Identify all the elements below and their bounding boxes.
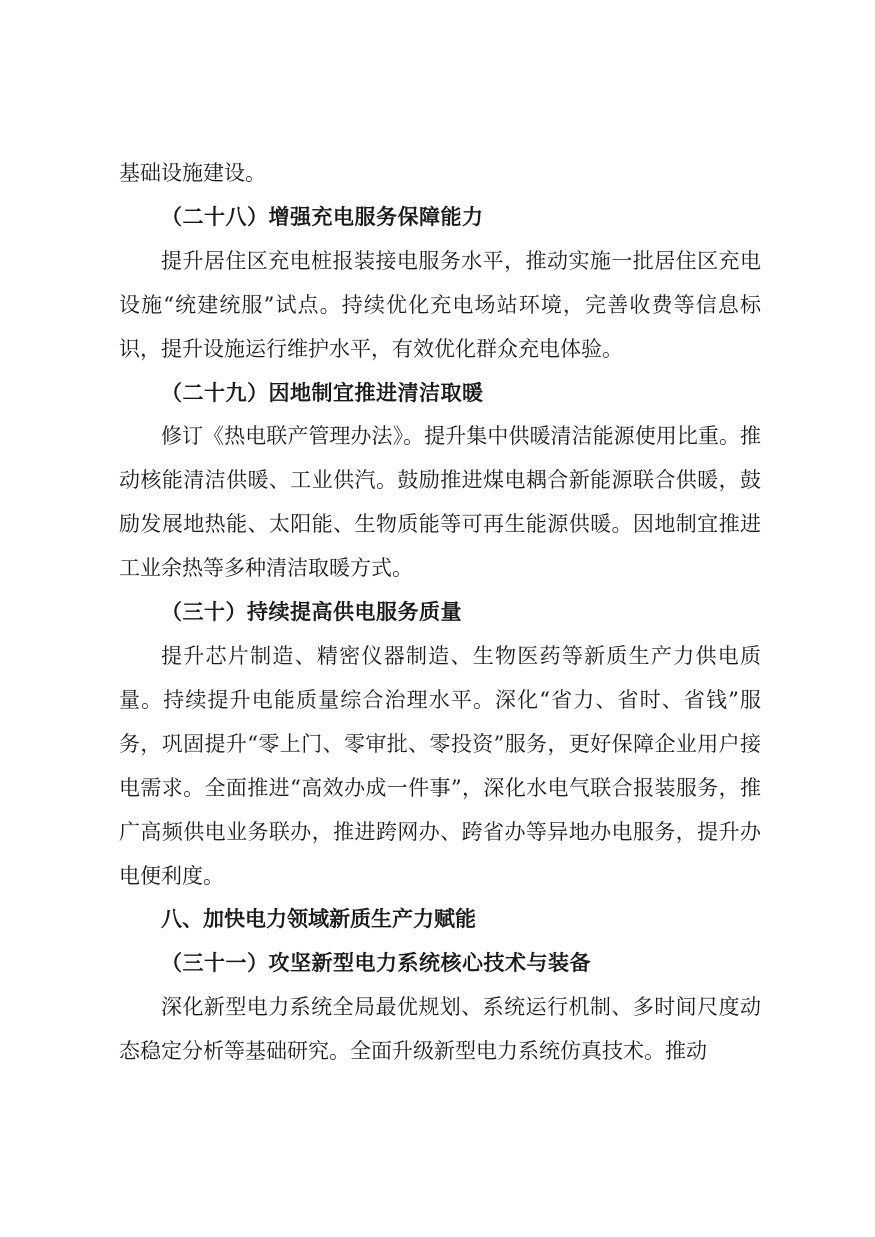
paragraph-continuation: 基础设施建设。 (119, 161, 266, 185)
chapter-8-heading: 八、加快电力领域新质生产力赋能 (161, 907, 476, 932)
section-29-body: 修订《热电联产管理办法》。提升集中供暖清洁能源使用比重。推动核能清洁供暖、工业供汽。鼓励推进煤电耦合新能源联合供暖，鼓励发展地热能、太阳能、生物质能等可再生能源供暖。因地制宜推进工业余热等多种清洁取暖方式。 (119, 424, 761, 581)
section-30-body: 提升芯片制造、精密仪器制造、生物医药等新质生产力供电质量。持续提升电能质量综合治理水平。深化“省力、省时、省钱”服务，巩固提升“零上门、零审批、零投资”服务，更好保障企业用户接电需求。全面推进“高效办成一件事”，深化水电气联合报装服务，推广高频供电业务联办，推进跨网办、跨省办等异地办电服务，提升办电便利度。 (119, 643, 761, 888)
section-28-heading: （二十八）增强充电服务保障能力 (161, 204, 484, 229)
section-30-heading: （三十）持续提高供电服务质量 (161, 600, 462, 625)
section-31-body: 深化新型电力系统全局最优规划、系统运行机制、多时间尺度动态稳定分析等基础研究。全面升级新型电力系统仿真技术。推动 (119, 995, 761, 1064)
section-31-heading: （三十一）攻坚新型电力系统核心技术与装备 (161, 951, 591, 976)
section-29-heading: （二十九）因地制宜推进清洁取暖 (161, 380, 484, 405)
document-body (119, 152, 761, 1074)
section-28-body: 提升居住区充电桩报装接电服务水平，推动实施一批居住区充电设施“统建统服”试点。持续优化充电场站环境，完善收费等信息标识，提升设施运行维护水平，有效优化群众充电体验。 (119, 248, 761, 361)
